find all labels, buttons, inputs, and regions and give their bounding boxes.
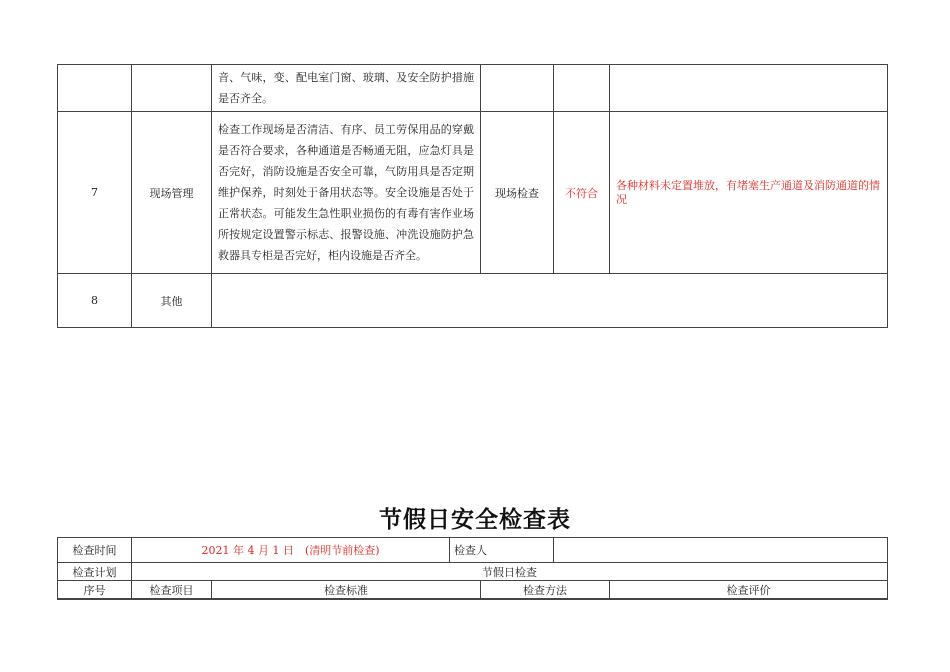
row-result <box>554 65 610 112</box>
plan-value: 节假日检查 <box>132 563 888 581</box>
form-row-plan <box>58 563 888 581</box>
header-item: 检查项目 <box>132 581 212 599</box>
row-standard: 检查工作现场是否清洁、有序、员工劳保用品的穿戴是否符合要求，各种通道是否畅通无阻，应急灯具是否完好，消防设施是否安全可靠，气防用具是否定期维护保养，时刻处于备用状态等。安全设施是否处于正常状态。可能发生急性职业损伤的有毒有害作业场所按规定设置警示标志、报警设施、冲洗设施防护急救器具专柜是否完好，柜内设施是否齐全。 <box>212 112 481 274</box>
row-item: 现场管理 <box>132 112 212 274</box>
row-method <box>481 65 554 112</box>
row-number: 7 <box>58 112 132 274</box>
inspection-table-continued <box>57 64 888 328</box>
table-row <box>58 274 888 328</box>
row-standard <box>212 274 888 328</box>
header-no: 序号 <box>58 581 132 599</box>
table-row <box>58 65 888 112</box>
header-method: 检查方法 <box>481 581 610 599</box>
row-standard: 音、气味，变、配电室门窗、玻璃、及安全防护措施是否齐全。 <box>212 65 481 112</box>
time-label: 检查时间 <box>58 538 132 563</box>
page-title: 节假日安全检查表 <box>379 507 571 533</box>
table-row <box>58 112 888 274</box>
row-result: 不符合 <box>554 112 610 274</box>
table-header-row-detail <box>57 580 888 599</box>
header-standard: 检查标准 <box>212 581 481 599</box>
row-item: 其他 <box>132 274 212 328</box>
inspector-label: 检查人 <box>450 538 554 563</box>
row-method: 现场检查 <box>481 112 554 274</box>
row-note <box>610 65 888 112</box>
row-item <box>132 65 212 112</box>
row-number: 8 <box>58 274 132 328</box>
plan-label: 检查计划 <box>58 563 132 581</box>
table-header-row <box>58 581 888 599</box>
header-evaluation: 检查评价 <box>610 581 888 599</box>
inspector-value <box>554 538 888 563</box>
form-row-time <box>58 538 888 563</box>
row-note: 各种材料未定置堆放，有堵塞生产通道及消防通道的情况 <box>610 112 888 274</box>
row-number <box>58 65 132 112</box>
time-value: 2021 年 4 月 1 日 (清明节前检查) <box>132 538 450 563</box>
